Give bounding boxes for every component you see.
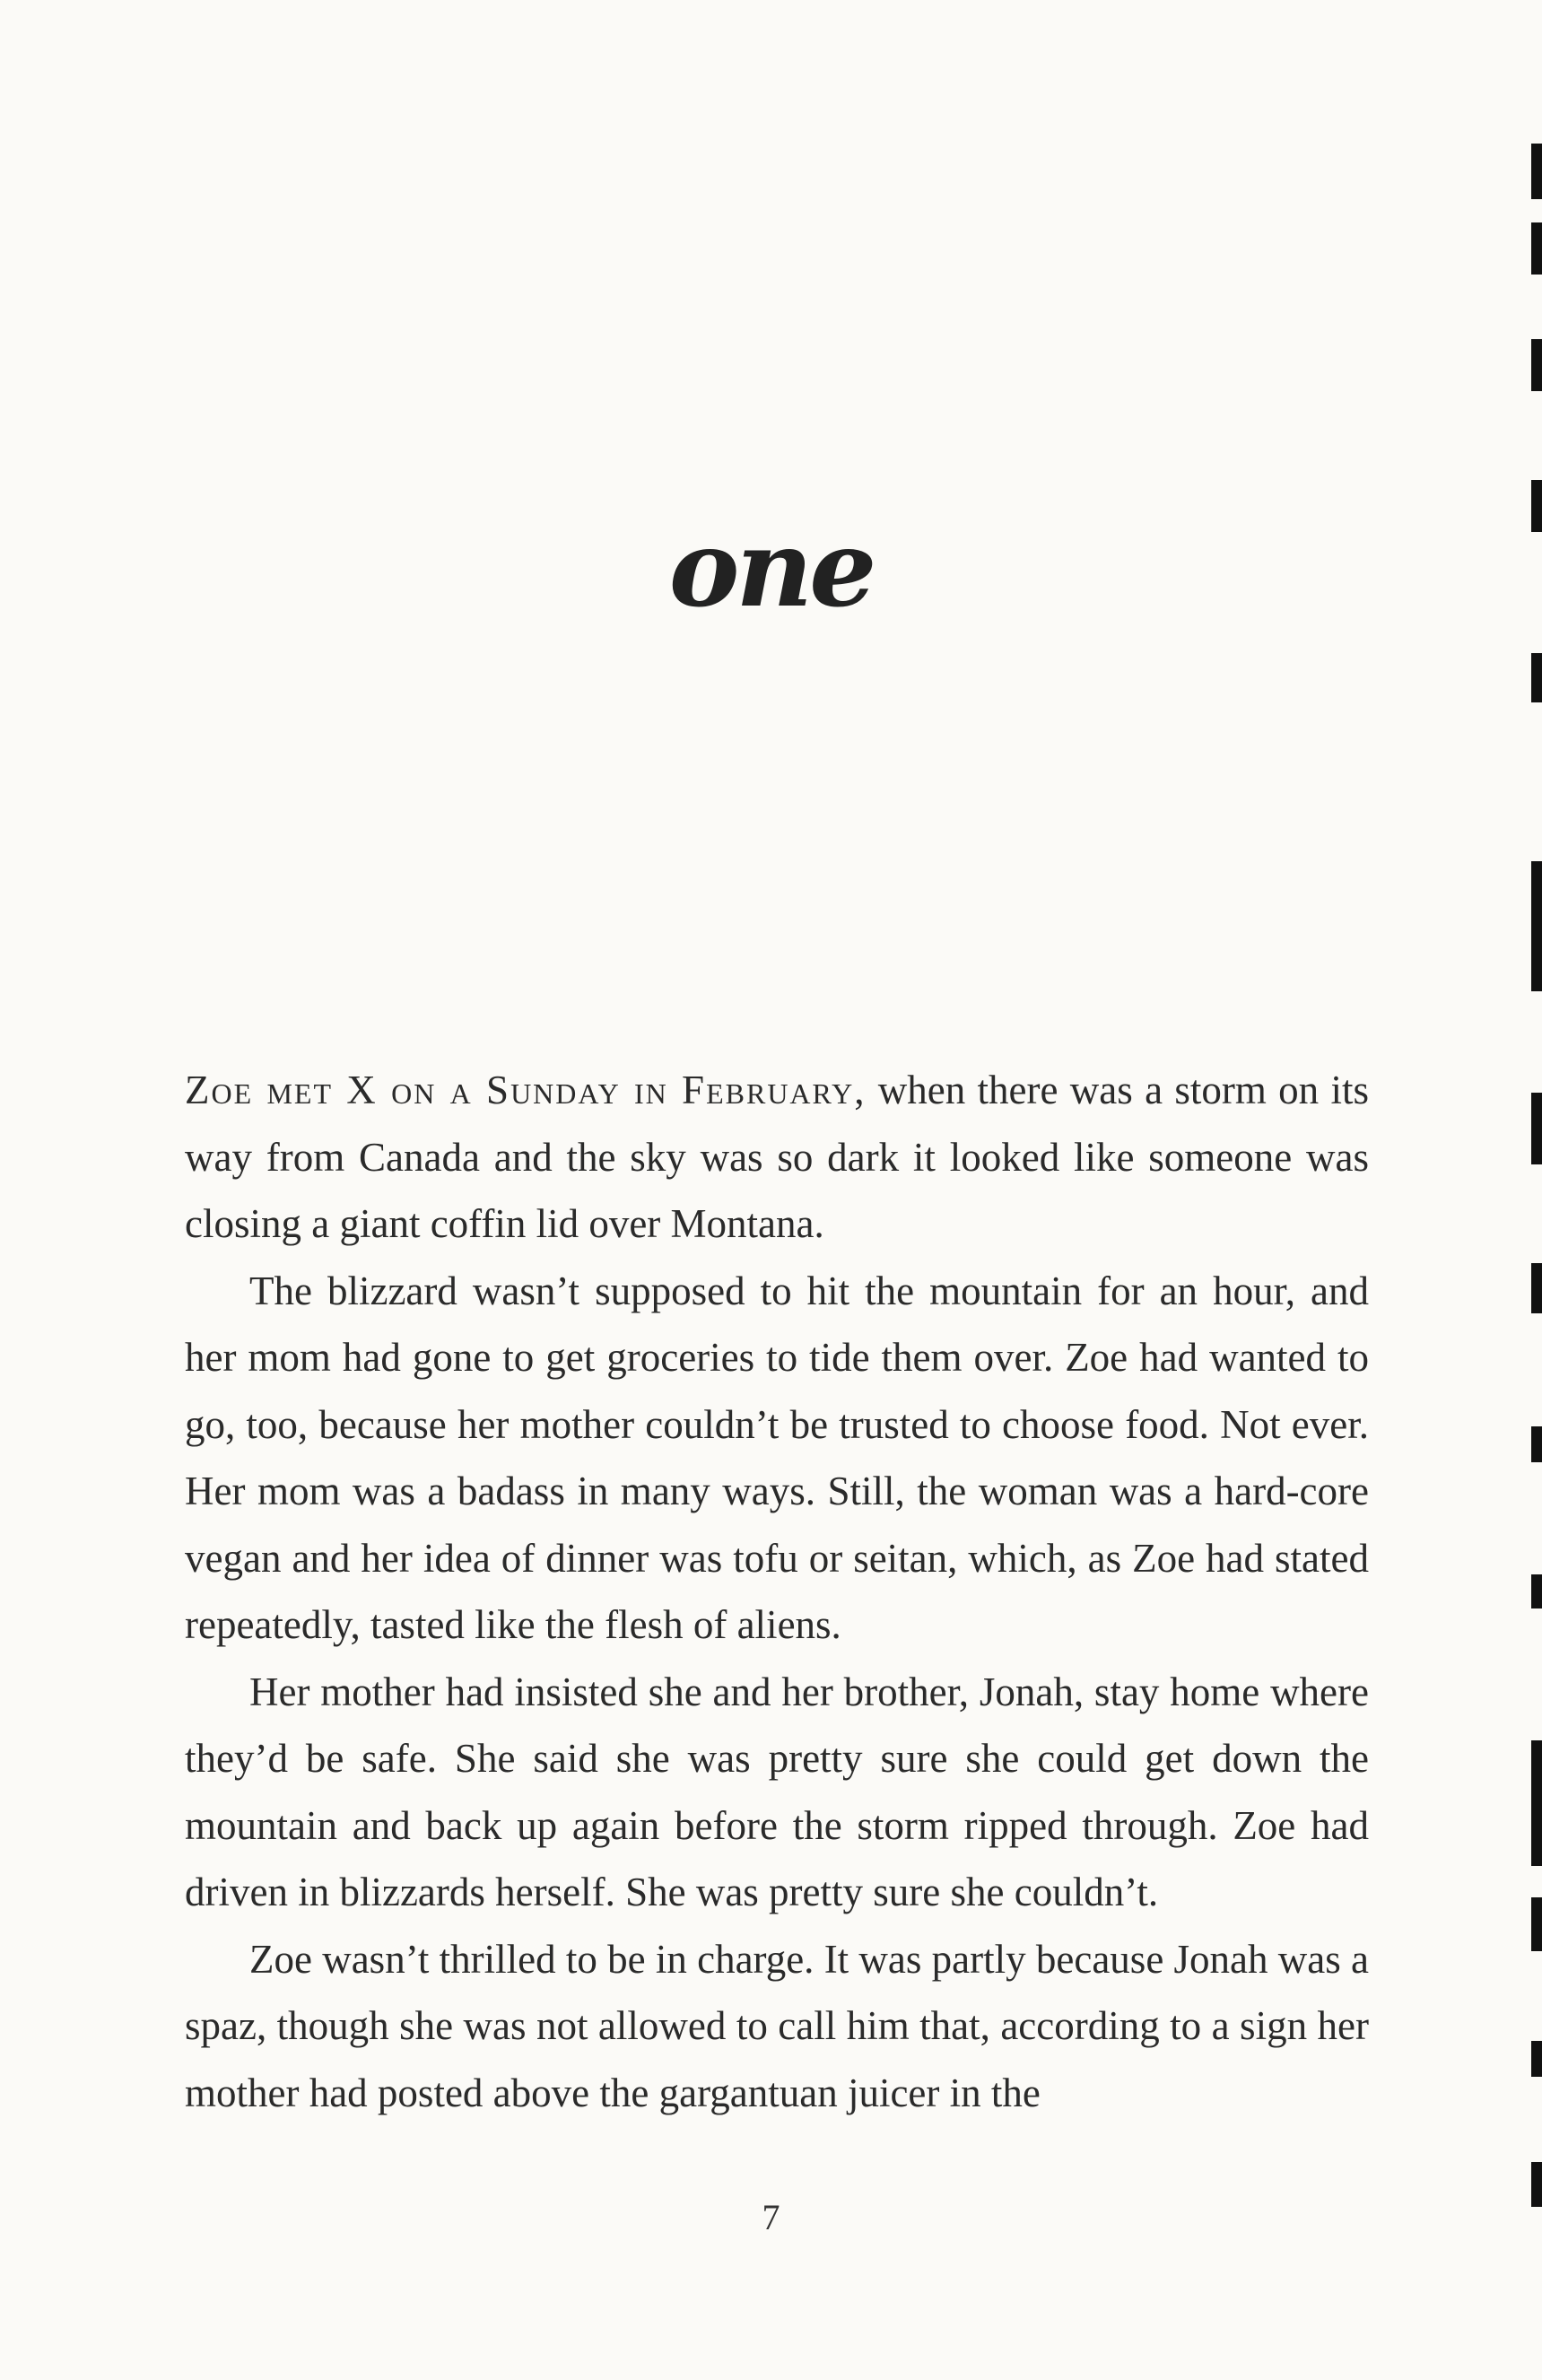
edge-mark — [1531, 861, 1542, 991]
edge-mark — [1531, 1426, 1542, 1462]
edge-mark — [1531, 222, 1542, 275]
page-number: 7 — [762, 2197, 780, 2237]
paragraph-2: The blizzard wasn’t supposed to hit the mountain for an hour, and her mom had gone to get groceries to tide them over. Zoe had wanted to go, too, because her mother couldn’t be trusted to choose food. Not ever. Her mom was a badass in many ways. Still, the woman was a hard-core vegan and her idea of dinner was tofu or seitan, which, as Zoe had stated repeatedly, tasted like the flesh of aliens. — [185, 1268, 1369, 1647]
body-text — [185, 1057, 1369, 2126]
edge-mark — [1531, 480, 1542, 532]
edge-mark — [1531, 1740, 1542, 1866]
edge-mark — [1531, 653, 1542, 702]
edge-mark — [1531, 1574, 1542, 1608]
paragraph-1 — [185, 1057, 1369, 1258]
edge-mark — [1531, 339, 1542, 391]
edge-mark — [1531, 2162, 1542, 2207]
paragraph-1-text: when there was a storm on its way from Canada and the sky was so dark it looked like someone was closing a giant coffin lid over Montana. — [185, 1068, 1369, 1246]
chapter-title: one — [668, 506, 874, 631]
paragraph-4: Zoe wasn’t thrilled to be in charge. It was partly because Jonah was a spaz, though she was not allowed to call him that, according to a sign her mother had posted above the gargantuan juicer in the — [185, 1936, 1369, 2115]
edge-mark — [1531, 2041, 1542, 2077]
opening-smallcaps: Zoe met X on a Sunday in February, — [185, 1068, 867, 1112]
edge-mark — [1531, 1897, 1542, 1951]
edge-mark — [1531, 1263, 1542, 1313]
paragraph-3: Her mother had insisted she and her brother, Jonah, stay home where they’d be safe. She said she was pretty sure she could get down the mountain and back up again before the storm ripped through. Zoe had driven in blizzards herself. She was pretty sure she couldn’t. — [185, 1669, 1369, 1914]
edge-mark — [1531, 1093, 1542, 1164]
edge-mark — [1531, 144, 1542, 199]
